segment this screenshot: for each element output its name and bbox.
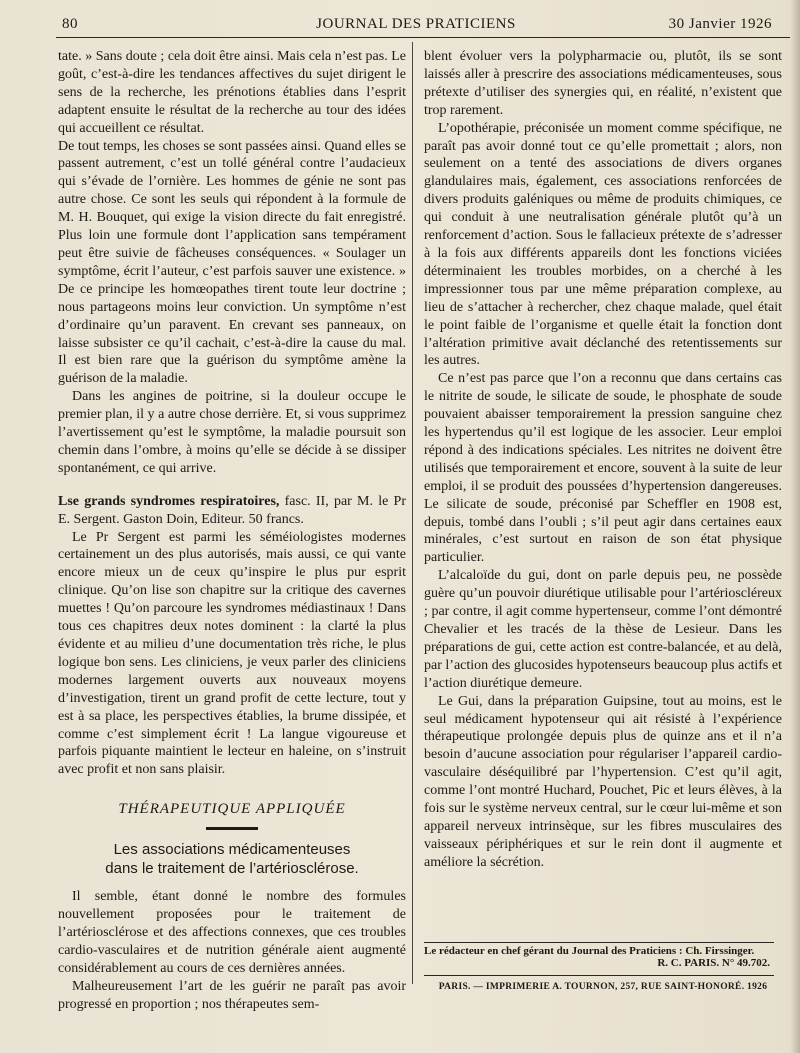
footer-rule [424,942,774,943]
section-heading: THÉRAPEUTIQUE APPLIQUÉE [118,801,346,818]
editor-line: Le rédacteur en chef gérant du Journal des Praticiens : Ch. Firssinger. [424,945,755,957]
page-number: 80 [62,16,78,32]
book-details: fasc. II, par M. le Pr E. Sergent. Gaston Doin, Editeur. 50 francs. [58,493,406,527]
paragraph: L’opothérapie, préconisée un moment comme spécifique, ne paraît pas avoir donné tout ce qu’elle promettait ; alors, non seulement on a tenté des associations de divers organes glandulaires mais, également, ces associations renforcées de divers produits galéniques ou même de produits chimiques, ce qui conduit à une neutralisation générale plutôt qu’à un renforcement d’action. Sous le fallacieux prétexte de s’adresser à la fois aux différents appareils dont les fonctions viciées déterminaient les troubles morbides, on a cherché à les impressionner tous par une même préparation complexe, au lieu de s’attacher à rechercher, chez chaque malade, quel était le point faible de l’organisme et quelle était la fonction dont l’altération primitive avait déclanché des retentissements sur les autres. [424,120,782,369]
article-title-line-1: Les associations médicamenteuses [113,841,351,859]
book-title: Lse grands syndromes respiratoires, [58,493,280,509]
title-rule [206,827,258,830]
journal-title: JOURNAL DES PRATICIENS [316,16,516,32]
registration-line: R. C. PARIS. N° 49.702. [657,957,770,969]
page-edge-shadow [790,0,800,1053]
paragraph: blent évoluer vers la polypharmacie ou, plutôt, ils se sont laissés aller à prescrire des associations médicamenteuses, sous prétexte d’utiliser des synergies qui, en réalité, n’existent que trop rarement. [424,49,782,118]
paragraph: Ce n’est pas parce que l’on a reconnu que dans certains cas le nitrite de soude, le silicate de soude, le phosphate de soude pouvaient abaisser temporairement la pression sanguine chez les hypertendus qu’il est logique de les associer. Leur emploi répond à des indications spéciales. Les nitrites ne doivent être utilisés que temporairement et encore, souvent à la suite de leur emploi, il se produit des poussées d’hypertension dangereuses. Le silicate de soude, préconisé par Scheffler en 1908 est, depuis, tombé dans l’oubli ; s’il peut agir dans certaines eaux minérales, c’est surtout en raison de son état physique particulier. [424,371,782,566]
page-footer [424,942,782,992]
paragraph: De tout temps, les choses se sont passées ainsi. Quand elles se passent autrement, c’est un tollé général contre l’audacieux qui s’évade de l’ornière. Les hommes de génie ne sont pas autre chose. Ce sont les seuls qui répondent à la formule de M. H. Bouquet, qui exige la vision directe du fait enregistré. Plus loin une formule dont l’application sans tempérament peut être suivie de fâcheuses conséquences. « Soulager un symptôme, écrit l’auteur, c’est parfois sauver une existence. » De ce principe les homœopathes tirent toute leur doctrine ; nous partageons moins leur conviction. Un symptôme n’est d’ordinaire qu’un paravent. En crevant ses panneaux, on laisse subsister ce qu’il cachait, c’est-à-dire la cause du mal. Il est bien rare que la guérison du symptôme amène la guérison de la maladie. [58,138,406,387]
article-title [58,840,406,878]
printer-imprint: PARIS. — IMPRIMERIE A. TOURNON, 257, RUE SAINT-HONORÉ. 1926 [438,982,768,992]
left-column [58,48,406,1014]
issue-date: 30 Janvier 1926 [668,16,772,32]
footer-rule-2 [424,975,774,976]
page-header [52,14,780,36]
paragraph: tate. » Sans doute ; cela doit être ainsi. Mais cela n’est pas. Le goût, c’est-à-dire les tendances affectives du sujet dirigent le sens de la recherche, les prénotions établies dans l’esprit adaptent ensuite le résultat de la recherche au tour des idées qui accueillent ce résultat. [58,49,406,136]
paragraph: L’alcaloïde du gui, dont on parle depuis peu, ne possède guère qu’un pouvoir diurétique utilisable pour l’artérioscléreux ; par contre, il agit comme hypertenseur, comme l’ont démontré Chevalier et les tracés de la thèse de Lesieur. Dans les préparations de gui, cette action est contre-balancée, et au delà, par l’action des glucosides hypotenseurs beaucoup plus actifs et l’action diurétique demeure. [424,568,782,691]
paragraph: Il semble, étant donné le nombre des formules nouvellement proposées pour le traitement de l’artériosclérose et des affections connexes, que ces troubles cardio-vasculaires et de nutrition générale aient augmenté considérablement au cours de ces dernières années. [58,889,406,976]
right-column [424,48,782,872]
paragraph: Dans les angines de poitrine, si la douleur occupe le premier plan, il y a autre chose derrière. Et, si vous supprimez l’avertissement qu’est le symptôme, la maladie poursuit son chemin dans l’ombre, à moins qu’elle se décide à se dissiper spontanément, ce qui arrive. [58,389,406,476]
article-title-line-2: dans le traitement de l’artériosclérose. [105,860,359,878]
paragraph: Le Gui, dans la préparation Guipsine, tout au moins, est le seul médicament hypotenseur qui ait résisté à l’expérience thérapeutique prolongée depuis plus de quinze ans et il n’a besoin d’aucune association pour régulariser l’appareil cardio-vasculaire déséquilibré par l’hypertension. C’est qu’il agit, comme l’ont montré Huchard, Pouchet, Pic et leurs élèves, à la fois sur le système nerveux central, sur le cœur lui-même et son appareil nerveux intrinsèque, sur les fibres musculaires des vaisseaux périphériques et sur le rein dont il augmente et améliore la sécrétion. [424,693,782,870]
column-divider [412,42,413,984]
header-rule [56,37,790,38]
book-review-heading [58,493,406,529]
paragraph: Le Pr Sergent est parmi les séméiologistes modernes certainement un des plus autorisés, mais aussi, ce qui vante encore mieux un de ceux qu’inspire le plus pur esprit clinique. Qu’on lise son chapitre sur la critique des cavernes muettes ! Qu’on parcoure les syndromes médiastinaux ! Dans tous ces chapitres deux notes dominent : la clarté la plus évidente et au milieu d’une documentation très riche, le plus logique bon sens. Les cliniciens, je veux parler des cliniciens modernes largement ouverts aux nouveaux moyens d’investigation, tirent un grand profit de cette lecture, tout y est à sa place, les perspectives établies, la brume dissipée, et comme c’est simplement écrit ! La langue vigoureuse et parfois piquante maintient le lecteur en haleine, on s’instruit avec profit et non sans plaisir. [58,529,406,778]
paragraph: Malheureusement l’art de les guérir ne paraît pas avoir progressé en proportion ; nos thérapeutes sem- [58,978,406,1012]
